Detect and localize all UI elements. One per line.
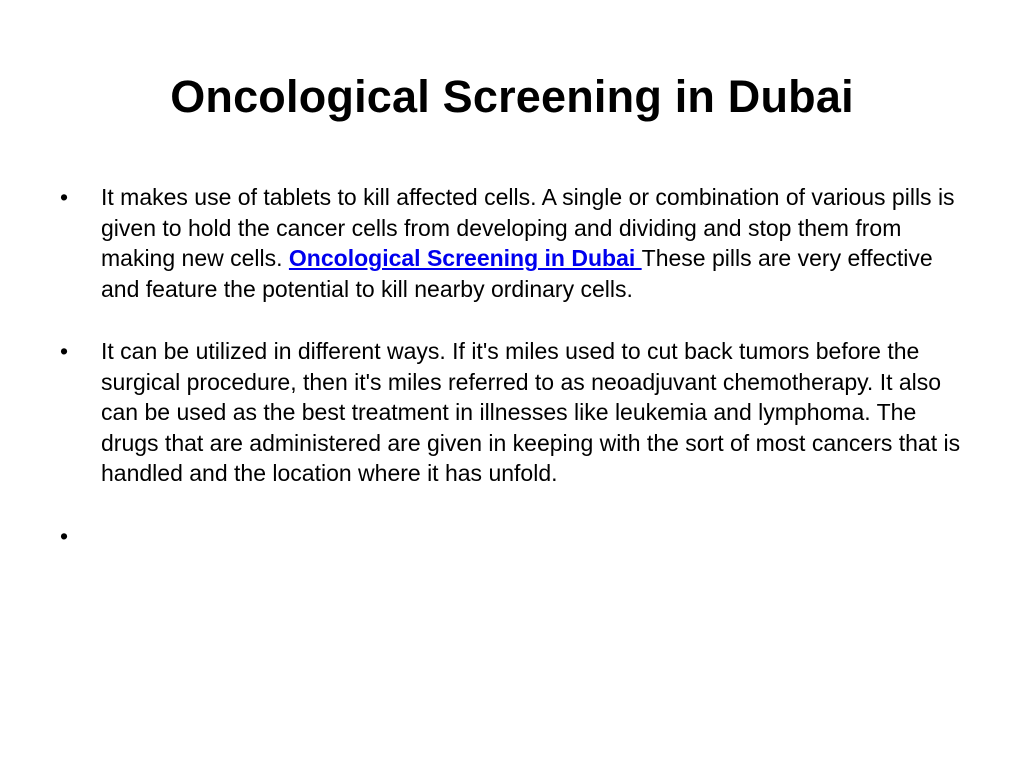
bullet-text-1: It makes use of tablets to kill affected cells. A single or combination of various pills is given to hold the cancer cells from developing and dividing and stop them from making new cells.	[101, 184, 955, 271]
bullet-text-2: It can be utilized in different ways. If it's miles used to cut back tumors before the surgical procedure, then it's miles referred to as neoadjuvant chemotherapy. It also can be used as the best treatment in illnesses like leukemia and lymphoma. The drugs that are administered are given in keeping with the sort of most cancers that is handled and the location where it has unfold.	[101, 338, 961, 486]
bullet-dot-icon: •	[60, 338, 69, 364]
slide-title: Oncological Screening in Dubai	[170, 71, 854, 122]
bullet-dot-icon: •	[60, 522, 69, 549]
bullet-item-2	[60, 336, 970, 489]
oncological-screening-link[interactable]: Oncological Screening in Dubai	[288, 245, 642, 271]
bullet-item-3	[60, 521, 970, 551]
bullet-list	[60, 182, 970, 583]
bullet-text-1-continued: These pills are very effective and feature the potential to kill nearby ordinary cells.	[101, 245, 933, 302]
bullet-dot-icon: •	[60, 184, 69, 210]
bullet-item-1	[60, 182, 970, 304]
